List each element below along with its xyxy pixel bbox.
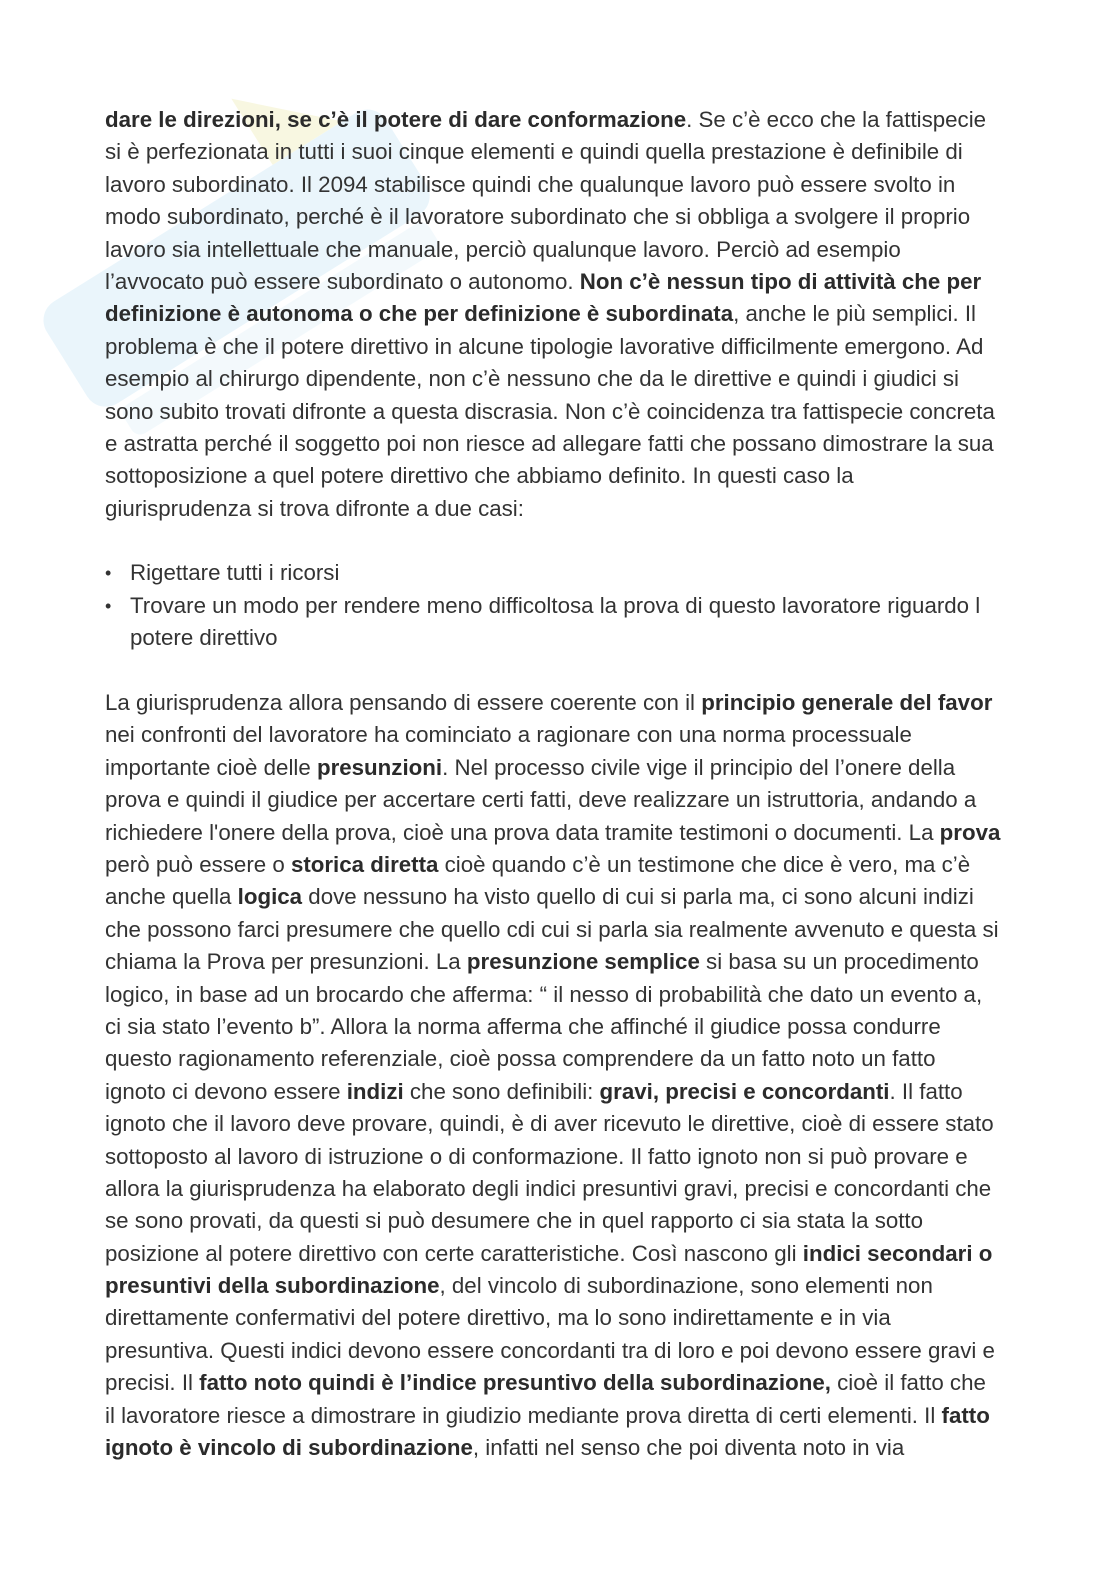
text-run: precisi. Il bbox=[105, 1370, 200, 1396]
text-line bbox=[105, 1367, 1065, 1399]
text-run: si è perfezionata in tutti i suoi cinque elementi e quindi quella prestazione è definibile di bbox=[105, 139, 963, 165]
text-line bbox=[105, 687, 1065, 719]
text-run: richiedere l'onere della prova, cioè una prova data tramite testimoni o documenti. La bbox=[105, 819, 940, 845]
text-run: sottoposizione a quel potere direttivo che abbiamo definito. In questi caso la bbox=[105, 463, 854, 489]
text-run: potere direttivo bbox=[130, 625, 278, 651]
text-line bbox=[105, 298, 1065, 330]
text-run: importante cioè delle bbox=[105, 754, 317, 780]
text-run: direttamente confermativi del potere direttivo, ma lo sono indirettamente e in via bbox=[105, 1305, 891, 1331]
text-line bbox=[105, 104, 1065, 136]
text-run: però può essere o bbox=[105, 851, 291, 877]
text-line bbox=[105, 331, 1065, 363]
bold-text-run: Non c’è nessun tipo di attività che per bbox=[579, 268, 982, 294]
text-run: dove nessuno ha visto quello di cui si parla ma, ci sono alcuni indizi bbox=[302, 884, 974, 910]
text-line bbox=[105, 266, 1065, 298]
text-line bbox=[105, 201, 1065, 233]
text-line bbox=[105, 881, 1065, 913]
text-run: e astratta perché il soggetto poi non riesce ad allegare fatti che possano dimostrare la sua bbox=[105, 430, 994, 456]
bold-text-run: fatto noto quindi è l’indice presuntivo della subordinazione, bbox=[199, 1370, 831, 1396]
text-run: . Nel processo civile vige il principio del l’onere della bbox=[442, 754, 956, 780]
text-run: questo ragionamento referenziale, cioè possa comprendere da un fatto noto un fatto bbox=[105, 1046, 936, 1072]
text-run: prova e quindi il giudice per accertare certi fatti, deve realizzare un istruttoria, andando a bbox=[105, 787, 977, 813]
text-run: ignoto ci devono essere bbox=[105, 1078, 347, 1104]
text-line bbox=[105, 428, 1065, 460]
bold-text-run: presunzione semplice bbox=[466, 949, 700, 975]
text-run: ignoto che il lavoro deve provare, quindi, è di aver ricevuto le direttive, cioè di essere stato bbox=[105, 1111, 994, 1137]
text-run: Trovare un modo per rendere meno difficoltosa la prova di questo lavoratore riguardo l bbox=[130, 592, 981, 618]
text-line bbox=[105, 1335, 1065, 1367]
text-run: cioè il fatto che bbox=[830, 1370, 986, 1396]
bold-text-run: ignoto è vincolo di subordinazione bbox=[105, 1435, 473, 1461]
text-run: il lavoratore riesce a dimostrare in giudizio mediante prova diretta di certi elementi. Il bbox=[105, 1402, 942, 1428]
text-run: sottoposto al lavoro di istruzione o di conformazione. Il fatto ignoto non si può provare e bbox=[105, 1143, 968, 1169]
text-line bbox=[105, 817, 1065, 849]
text-run: lavoro subordinato. Il 2094 stabilisce quindi che qualunque lavoro può essere svolto in bbox=[105, 171, 956, 197]
text-line bbox=[105, 234, 1065, 266]
text-line bbox=[105, 1173, 1065, 1205]
text-run: l’avvocato può essere subordinato o autonomo. bbox=[105, 268, 580, 294]
bold-text-run: prova bbox=[939, 819, 1001, 845]
text-line bbox=[105, 1108, 1065, 1140]
bold-text-run: presunzioni bbox=[316, 754, 443, 780]
text-run: se sono provati, da questi si può desumere che in quel rapporto ci sia stata la sotto bbox=[105, 1208, 924, 1234]
text-run: esempio al chirurgo dipendente, non c’è nessuno che da le direttive e quindi i giudici si bbox=[105, 366, 960, 392]
text-line bbox=[130, 590, 1065, 622]
bullet-marker: • bbox=[105, 595, 112, 616]
text-run: nei confronti del lavoratore ha cominciato a ragionare con una norma processuale bbox=[105, 722, 912, 748]
text-line bbox=[130, 622, 1065, 654]
text-line bbox=[105, 1076, 1065, 1108]
bold-text-run: definizione è autonoma o che per definizione è subordinata bbox=[105, 301, 734, 327]
text-run: logico, in base ad un brocardo che afferma: “ il nesso di probabilità che dato un evento a, bbox=[105, 981, 983, 1007]
text-line bbox=[105, 849, 1065, 881]
bold-text-run: presuntivi della subordinazione bbox=[105, 1273, 440, 1299]
text-run: posizione al potere direttivo con certe caratteristiche. Così nascono gli bbox=[105, 1240, 803, 1266]
text-line bbox=[105, 493, 1065, 525]
text-line bbox=[105, 946, 1065, 978]
bold-text-run: dare le direzioni, se c’è il potere di dare conformazione bbox=[105, 107, 687, 132]
text-line bbox=[105, 1238, 1065, 1270]
text-line bbox=[105, 1043, 1065, 1075]
text-line bbox=[105, 1302, 1065, 1334]
text-run: Rigettare tutti i ricorsi bbox=[130, 560, 340, 586]
text-run: che possono farci presumere che quello cdi cui si parla sia realmente avvenuto e questa si bbox=[105, 916, 999, 942]
text-run: si basa su un procedimento bbox=[699, 949, 979, 975]
text-line bbox=[105, 460, 1065, 492]
text-line bbox=[105, 979, 1065, 1011]
text-run: giurisprudenza si trova difronte a due casi: bbox=[105, 495, 524, 521]
text-line bbox=[105, 136, 1065, 168]
text-run: chiama la Prova per presunzioni. La bbox=[105, 949, 467, 975]
bold-text-run: principio generale del favor bbox=[701, 690, 993, 716]
text-line bbox=[105, 1011, 1065, 1043]
text-run: che sono definibili: bbox=[403, 1078, 600, 1104]
text-line bbox=[105, 784, 1065, 816]
text-run: . Il fatto bbox=[889, 1078, 963, 1104]
text-line bbox=[105, 719, 1065, 751]
text-run: sono subito trovati difronte a questa discrasia. Non c’è coincidenza tra fattispecie concreta bbox=[105, 398, 995, 424]
paragraph-2 bbox=[105, 687, 1065, 1464]
text-run: , infatti nel senso che poi diventa noto in via bbox=[472, 1435, 905, 1461]
text-line bbox=[105, 1141, 1065, 1173]
text-line bbox=[105, 1205, 1065, 1237]
text-run: anche quella bbox=[105, 884, 238, 910]
text-line bbox=[105, 396, 1065, 428]
text-run: lavoro sia intellettuale che manuale, perciò qualunque lavoro. Perciò ad esempio bbox=[105, 236, 901, 262]
text-line bbox=[105, 1270, 1065, 1302]
text-run: problema è che il potere direttivo in alcune tipologie lavorative difficilmente emergono. Ad bbox=[105, 333, 984, 359]
text-run: ci sia stato l’evento b”. Allora la norma afferma che affinché il giudice possa condurre bbox=[105, 1013, 941, 1039]
text-run: cioè quando c’è un testimone che dice è vero, ma c’è bbox=[438, 851, 971, 877]
text-line bbox=[105, 1400, 1065, 1432]
text-run: allora la giurisprudenza ha elaborato degli indici presuntivi gravi, precisi e concordanti che bbox=[105, 1175, 992, 1201]
text-line bbox=[105, 914, 1065, 946]
bullet-marker: • bbox=[105, 563, 112, 584]
paragraph-1 bbox=[105, 104, 1065, 525]
bullet-list bbox=[105, 557, 1065, 654]
list-item bbox=[105, 590, 1065, 655]
text-run: modo subordinato, perché è il lavoratore subordinato che si obbliga a svolgere il proprio bbox=[105, 204, 971, 230]
bold-text-run: indizi bbox=[346, 1078, 404, 1104]
text-run: , del vincolo di subordinazione, sono elementi non bbox=[439, 1273, 933, 1299]
document-page bbox=[105, 104, 1065, 1497]
list-item bbox=[105, 557, 1065, 589]
text-run: , anche le più semplici. Il bbox=[733, 301, 977, 327]
bold-text-run: fatto bbox=[941, 1402, 990, 1428]
text-line bbox=[105, 752, 1065, 784]
bold-text-run: gravi, precisi e concordanti bbox=[599, 1078, 890, 1104]
text-line bbox=[105, 169, 1065, 201]
text-line bbox=[130, 557, 1065, 589]
bold-text-run: storica diretta bbox=[290, 851, 439, 877]
text-line bbox=[105, 363, 1065, 395]
text-line bbox=[105, 1432, 1065, 1464]
text-run: presuntiva. Questi indici devono essere concordanti tra di loro e poi devono essere gravi e bbox=[105, 1337, 995, 1363]
bold-text-run: indici secondari o bbox=[802, 1240, 993, 1266]
bold-text-run: logica bbox=[237, 884, 303, 910]
text-run: La giurisprudenza allora pensando di essere coerente con il bbox=[105, 690, 702, 716]
text-run: . Se c’è ecco che la fattispecie bbox=[686, 107, 987, 132]
